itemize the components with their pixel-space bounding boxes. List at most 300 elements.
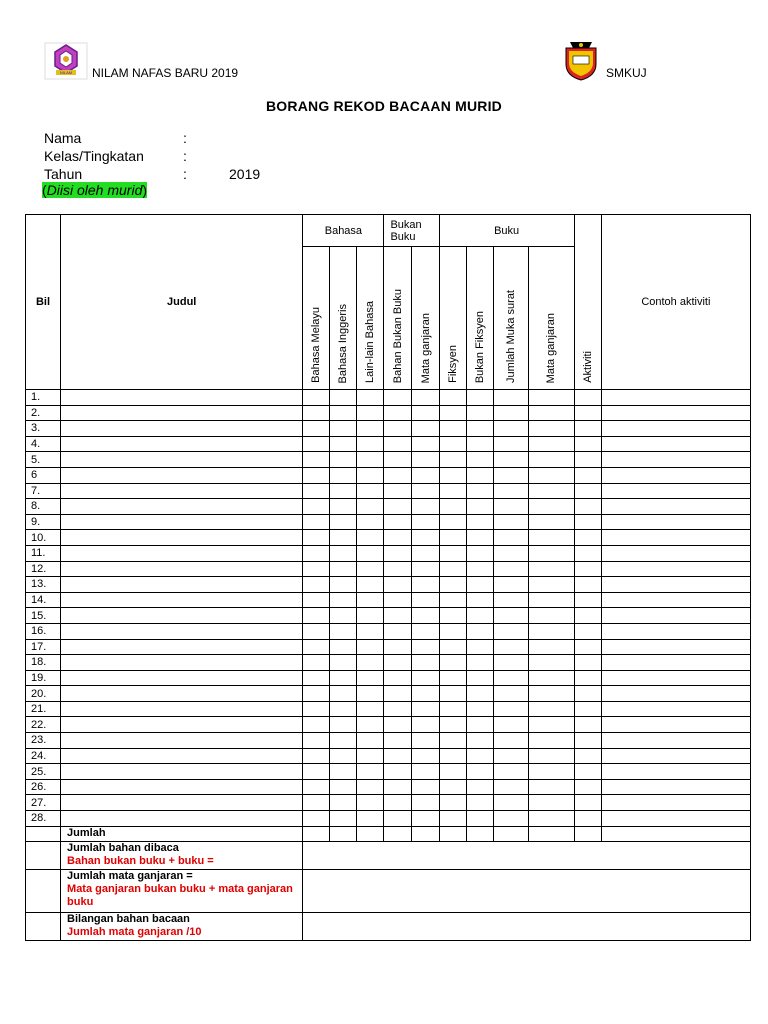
table-cell[interactable] — [330, 577, 357, 593]
table-cell[interactable] — [439, 483, 466, 499]
table-cell[interactable] — [466, 686, 493, 702]
judul-cell[interactable] — [61, 561, 303, 577]
table-cell[interactable] — [493, 545, 528, 561]
table-cell[interactable] — [384, 545, 412, 561]
table-cell[interactable] — [357, 499, 384, 515]
table-cell[interactable] — [330, 670, 357, 686]
table-cell[interactable] — [601, 561, 750, 577]
table-cell[interactable] — [493, 826, 528, 842]
summary-value-cell[interactable] — [303, 913, 751, 941]
table-cell[interactable] — [466, 405, 493, 421]
table-cell[interactable] — [330, 405, 357, 421]
table-cell[interactable] — [493, 655, 528, 671]
table-cell[interactable] — [601, 779, 750, 795]
table-cell[interactable] — [330, 764, 357, 780]
table-cell[interactable] — [384, 639, 412, 655]
table-cell[interactable] — [412, 561, 439, 577]
judul-cell[interactable] — [61, 530, 303, 546]
table-cell[interactable] — [303, 421, 330, 437]
table-cell[interactable] — [528, 561, 574, 577]
table-cell[interactable] — [493, 748, 528, 764]
table-cell[interactable] — [330, 733, 357, 749]
table-cell[interactable] — [330, 826, 357, 842]
table-cell[interactable] — [412, 623, 439, 639]
table-cell[interactable] — [412, 639, 439, 655]
table-cell[interactable] — [412, 405, 439, 421]
table-cell[interactable] — [303, 577, 330, 593]
table-cell[interactable] — [466, 717, 493, 733]
table-cell[interactable] — [439, 779, 466, 795]
table-cell[interactable] — [439, 639, 466, 655]
table-cell[interactable] — [384, 452, 412, 468]
table-cell[interactable] — [493, 701, 528, 717]
table-cell[interactable] — [412, 701, 439, 717]
table-cell[interactable] — [528, 733, 574, 749]
table-cell[interactable] — [357, 764, 384, 780]
table-cell[interactable] — [601, 701, 750, 717]
table-cell[interactable] — [357, 639, 384, 655]
table-cell[interactable] — [412, 592, 439, 608]
table-cell[interactable] — [466, 795, 493, 811]
table-cell[interactable] — [601, 545, 750, 561]
table-cell[interactable] — [601, 467, 750, 483]
table-cell[interactable] — [493, 514, 528, 530]
table-cell[interactable] — [303, 405, 330, 421]
table-cell[interactable] — [384, 701, 412, 717]
table-cell[interactable] — [357, 483, 384, 499]
table-cell[interactable] — [412, 514, 439, 530]
table-cell[interactable] — [412, 670, 439, 686]
table-cell[interactable] — [493, 764, 528, 780]
table-cell[interactable] — [528, 826, 574, 842]
table-cell[interactable] — [439, 452, 466, 468]
judul-cell[interactable] — [61, 733, 303, 749]
table-cell[interactable] — [303, 561, 330, 577]
table-cell[interactable] — [466, 514, 493, 530]
table-cell[interactable] — [357, 686, 384, 702]
table-cell[interactable] — [439, 577, 466, 593]
table-cell[interactable] — [330, 436, 357, 452]
table-cell[interactable] — [601, 577, 750, 593]
table-cell[interactable] — [384, 530, 412, 546]
table-cell[interactable] — [466, 483, 493, 499]
table-cell[interactable] — [466, 421, 493, 437]
table-cell[interactable] — [493, 795, 528, 811]
judul-cell[interactable] — [61, 499, 303, 515]
table-cell[interactable] — [384, 483, 412, 499]
table-cell[interactable] — [574, 577, 601, 593]
table-cell[interactable] — [384, 826, 412, 842]
table-cell[interactable] — [330, 561, 357, 577]
table-cell[interactable] — [528, 779, 574, 795]
table-cell[interactable] — [574, 608, 601, 624]
table-cell[interactable] — [574, 701, 601, 717]
table-cell[interactable] — [303, 826, 330, 842]
judul-cell[interactable] — [61, 390, 303, 406]
table-cell[interactable] — [439, 592, 466, 608]
judul-cell[interactable] — [61, 452, 303, 468]
table-cell[interactable] — [384, 795, 412, 811]
table-cell[interactable] — [493, 436, 528, 452]
table-cell[interactable] — [303, 733, 330, 749]
table-cell[interactable] — [384, 561, 412, 577]
table-cell[interactable] — [384, 467, 412, 483]
table-cell[interactable] — [493, 390, 528, 406]
table-cell[interactable] — [303, 701, 330, 717]
table-cell[interactable] — [357, 592, 384, 608]
table-cell[interactable] — [439, 514, 466, 530]
judul-cell[interactable] — [61, 655, 303, 671]
table-cell[interactable] — [384, 811, 412, 827]
table-cell[interactable] — [412, 811, 439, 827]
table-cell[interactable] — [528, 670, 574, 686]
table-cell[interactable] — [528, 577, 574, 593]
judul-cell[interactable] — [61, 405, 303, 421]
table-cell[interactable] — [466, 779, 493, 795]
table-cell[interactable] — [601, 483, 750, 499]
table-cell[interactable] — [384, 779, 412, 795]
table-cell[interactable] — [412, 483, 439, 499]
table-cell[interactable] — [330, 655, 357, 671]
table-cell[interactable] — [528, 530, 574, 546]
table-cell[interactable] — [601, 499, 750, 515]
table-cell[interactable] — [330, 639, 357, 655]
table-cell[interactable] — [466, 826, 493, 842]
table-cell[interactable] — [528, 795, 574, 811]
table-cell[interactable] — [439, 499, 466, 515]
table-cell[interactable] — [330, 452, 357, 468]
table-cell[interactable] — [528, 467, 574, 483]
table-cell[interactable] — [466, 639, 493, 655]
judul-cell[interactable] — [61, 717, 303, 733]
table-cell[interactable] — [466, 467, 493, 483]
table-cell[interactable] — [493, 717, 528, 733]
table-cell[interactable] — [330, 390, 357, 406]
table-cell[interactable] — [528, 421, 574, 437]
table-cell[interactable] — [601, 811, 750, 827]
judul-cell[interactable] — [61, 577, 303, 593]
table-cell[interactable] — [384, 623, 412, 639]
table-cell[interactable] — [493, 779, 528, 795]
table-cell[interactable] — [384, 405, 412, 421]
table-cell[interactable] — [601, 733, 750, 749]
table-cell[interactable] — [601, 405, 750, 421]
judul-cell[interactable] — [61, 436, 303, 452]
table-cell[interactable] — [330, 545, 357, 561]
table-cell[interactable] — [384, 390, 412, 406]
table-cell[interactable] — [384, 608, 412, 624]
table-cell[interactable] — [574, 748, 601, 764]
judul-cell[interactable] — [61, 639, 303, 655]
table-cell[interactable] — [574, 670, 601, 686]
table-cell[interactable] — [439, 686, 466, 702]
table-cell[interactable] — [574, 826, 601, 842]
table-cell[interactable] — [574, 779, 601, 795]
table-cell[interactable] — [412, 608, 439, 624]
table-cell[interactable] — [574, 795, 601, 811]
table-cell[interactable] — [493, 623, 528, 639]
table-cell[interactable] — [330, 795, 357, 811]
table-cell[interactable] — [493, 499, 528, 515]
table-cell[interactable] — [601, 795, 750, 811]
table-cell[interactable] — [357, 623, 384, 639]
table-cell[interactable] — [493, 405, 528, 421]
table-cell[interactable] — [528, 811, 574, 827]
table-cell[interactable] — [330, 608, 357, 624]
table-cell[interactable] — [601, 655, 750, 671]
table-cell[interactable] — [574, 483, 601, 499]
table-cell[interactable] — [412, 452, 439, 468]
table-cell[interactable] — [601, 421, 750, 437]
table-cell[interactable] — [466, 623, 493, 639]
judul-cell[interactable] — [61, 545, 303, 561]
table-cell[interactable] — [528, 592, 574, 608]
table-cell[interactable] — [439, 764, 466, 780]
table-cell[interactable] — [493, 467, 528, 483]
table-cell[interactable] — [601, 436, 750, 452]
table-cell[interactable] — [466, 390, 493, 406]
table-cell[interactable] — [439, 390, 466, 406]
table-cell[interactable] — [528, 436, 574, 452]
table-cell[interactable] — [412, 499, 439, 515]
table-cell[interactable] — [384, 748, 412, 764]
table-cell[interactable] — [412, 577, 439, 593]
table-cell[interactable] — [330, 811, 357, 827]
table-cell[interactable] — [439, 530, 466, 546]
table-cell[interactable] — [357, 436, 384, 452]
table-cell[interactable] — [493, 608, 528, 624]
table-cell[interactable] — [493, 639, 528, 655]
table-cell[interactable] — [303, 623, 330, 639]
table-cell[interactable] — [528, 701, 574, 717]
table-cell[interactable] — [528, 717, 574, 733]
table-cell[interactable] — [303, 545, 330, 561]
table-cell[interactable] — [574, 405, 601, 421]
table-cell[interactable] — [357, 811, 384, 827]
table-cell[interactable] — [601, 390, 750, 406]
table-cell[interactable] — [601, 530, 750, 546]
judul-cell[interactable] — [61, 514, 303, 530]
table-cell[interactable] — [493, 733, 528, 749]
table-cell[interactable] — [439, 748, 466, 764]
table-cell[interactable] — [303, 670, 330, 686]
table-cell[interactable] — [466, 592, 493, 608]
table-cell[interactable] — [330, 701, 357, 717]
table-cell[interactable] — [601, 608, 750, 624]
table-cell[interactable] — [357, 748, 384, 764]
table-cell[interactable] — [528, 748, 574, 764]
table-cell[interactable] — [601, 686, 750, 702]
table-cell[interactable] — [330, 717, 357, 733]
summary-value-cell[interactable] — [303, 842, 751, 870]
table-cell[interactable] — [439, 717, 466, 733]
summary-value-cell[interactable] — [303, 870, 751, 913]
table-cell[interactable] — [601, 826, 750, 842]
table-cell[interactable] — [466, 701, 493, 717]
table-cell[interactable] — [303, 764, 330, 780]
table-cell[interactable] — [466, 561, 493, 577]
table-cell[interactable] — [412, 733, 439, 749]
table-cell[interactable] — [466, 748, 493, 764]
table-cell[interactable] — [439, 655, 466, 671]
table-cell[interactable] — [528, 639, 574, 655]
table-cell[interactable] — [357, 608, 384, 624]
table-cell[interactable] — [357, 561, 384, 577]
table-cell[interactable] — [357, 670, 384, 686]
table-cell[interactable] — [574, 733, 601, 749]
table-cell[interactable] — [439, 545, 466, 561]
table-cell[interactable] — [601, 639, 750, 655]
table-cell[interactable] — [357, 530, 384, 546]
table-cell[interactable] — [601, 764, 750, 780]
table-cell[interactable] — [466, 530, 493, 546]
table-cell[interactable] — [412, 717, 439, 733]
table-cell[interactable] — [330, 467, 357, 483]
table-cell[interactable] — [357, 514, 384, 530]
table-cell[interactable] — [303, 592, 330, 608]
table-cell[interactable] — [574, 686, 601, 702]
table-cell[interactable] — [574, 530, 601, 546]
table-cell[interactable] — [412, 545, 439, 561]
table-cell[interactable] — [574, 623, 601, 639]
table-cell[interactable] — [384, 733, 412, 749]
table-cell[interactable] — [574, 499, 601, 515]
table-cell[interactable] — [528, 545, 574, 561]
table-cell[interactable] — [412, 795, 439, 811]
table-cell[interactable] — [303, 436, 330, 452]
table-cell[interactable] — [303, 686, 330, 702]
table-cell[interactable] — [466, 499, 493, 515]
table-cell[interactable] — [357, 545, 384, 561]
table-cell[interactable] — [330, 514, 357, 530]
table-cell[interactable] — [528, 514, 574, 530]
table-cell[interactable] — [412, 467, 439, 483]
table-cell[interactable] — [357, 779, 384, 795]
table-cell[interactable] — [493, 452, 528, 468]
judul-cell[interactable] — [61, 670, 303, 686]
table-cell[interactable] — [357, 717, 384, 733]
table-cell[interactable] — [439, 608, 466, 624]
judul-cell[interactable] — [61, 811, 303, 827]
table-cell[interactable] — [384, 421, 412, 437]
table-cell[interactable] — [528, 655, 574, 671]
table-cell[interactable] — [466, 733, 493, 749]
table-cell[interactable] — [601, 514, 750, 530]
table-cell[interactable] — [528, 623, 574, 639]
judul-cell[interactable] — [61, 623, 303, 639]
table-cell[interactable] — [574, 561, 601, 577]
table-cell[interactable] — [303, 779, 330, 795]
judul-cell[interactable] — [61, 686, 303, 702]
table-cell[interactable] — [493, 561, 528, 577]
table-cell[interactable] — [384, 764, 412, 780]
table-cell[interactable] — [466, 655, 493, 671]
table-cell[interactable] — [574, 467, 601, 483]
table-cell[interactable] — [412, 826, 439, 842]
table-cell[interactable] — [574, 592, 601, 608]
judul-cell[interactable] — [61, 483, 303, 499]
table-cell[interactable] — [466, 452, 493, 468]
table-cell[interactable] — [384, 577, 412, 593]
judul-cell[interactable] — [61, 748, 303, 764]
table-cell[interactable] — [384, 499, 412, 515]
table-cell[interactable] — [303, 530, 330, 546]
table-cell[interactable] — [357, 405, 384, 421]
table-cell[interactable] — [493, 811, 528, 827]
table-cell[interactable] — [357, 452, 384, 468]
table-cell[interactable] — [357, 826, 384, 842]
table-cell[interactable] — [574, 655, 601, 671]
table-cell[interactable] — [303, 717, 330, 733]
table-cell[interactable] — [439, 436, 466, 452]
table-cell[interactable] — [384, 670, 412, 686]
judul-cell[interactable] — [61, 467, 303, 483]
table-cell[interactable] — [330, 748, 357, 764]
table-cell[interactable] — [303, 452, 330, 468]
table-cell[interactable] — [574, 717, 601, 733]
table-cell[interactable] — [357, 577, 384, 593]
table-cell[interactable] — [303, 467, 330, 483]
table-cell[interactable] — [574, 764, 601, 780]
table-cell[interactable] — [303, 483, 330, 499]
table-cell[interactable] — [303, 795, 330, 811]
table-cell[interactable] — [357, 467, 384, 483]
table-cell[interactable] — [528, 608, 574, 624]
table-cell[interactable] — [528, 390, 574, 406]
table-cell[interactable] — [493, 577, 528, 593]
table-cell[interactable] — [330, 483, 357, 499]
table-cell[interactable] — [412, 421, 439, 437]
table-cell[interactable] — [412, 436, 439, 452]
table-cell[interactable] — [528, 452, 574, 468]
table-cell[interactable] — [466, 436, 493, 452]
table-cell[interactable] — [412, 530, 439, 546]
table-cell[interactable] — [303, 608, 330, 624]
table-cell[interactable] — [384, 514, 412, 530]
table-cell[interactable] — [384, 436, 412, 452]
judul-cell[interactable] — [61, 795, 303, 811]
table-cell[interactable] — [303, 390, 330, 406]
table-cell[interactable] — [466, 811, 493, 827]
table-cell[interactable] — [439, 561, 466, 577]
info-value-tahun[interactable]: 2019 — [229, 166, 261, 182]
table-cell[interactable] — [528, 483, 574, 499]
table-cell[interactable] — [574, 811, 601, 827]
judul-cell[interactable] — [61, 779, 303, 795]
table-cell[interactable] — [303, 811, 330, 827]
table-cell[interactable] — [384, 717, 412, 733]
table-cell[interactable] — [439, 405, 466, 421]
table-cell[interactable] — [439, 670, 466, 686]
table-cell[interactable] — [384, 655, 412, 671]
judul-cell[interactable] — [61, 592, 303, 608]
table-cell[interactable] — [303, 499, 330, 515]
table-cell[interactable] — [466, 670, 493, 686]
table-cell[interactable] — [439, 467, 466, 483]
table-cell[interactable] — [330, 623, 357, 639]
table-cell[interactable] — [466, 545, 493, 561]
table-cell[interactable] — [601, 670, 750, 686]
table-cell[interactable] — [439, 733, 466, 749]
table-cell[interactable] — [330, 592, 357, 608]
table-cell[interactable] — [439, 421, 466, 437]
table-cell[interactable] — [574, 545, 601, 561]
table-cell[interactable] — [466, 764, 493, 780]
table-cell[interactable] — [439, 701, 466, 717]
table-cell[interactable] — [303, 655, 330, 671]
table-cell[interactable] — [574, 639, 601, 655]
table-cell[interactable] — [412, 779, 439, 795]
